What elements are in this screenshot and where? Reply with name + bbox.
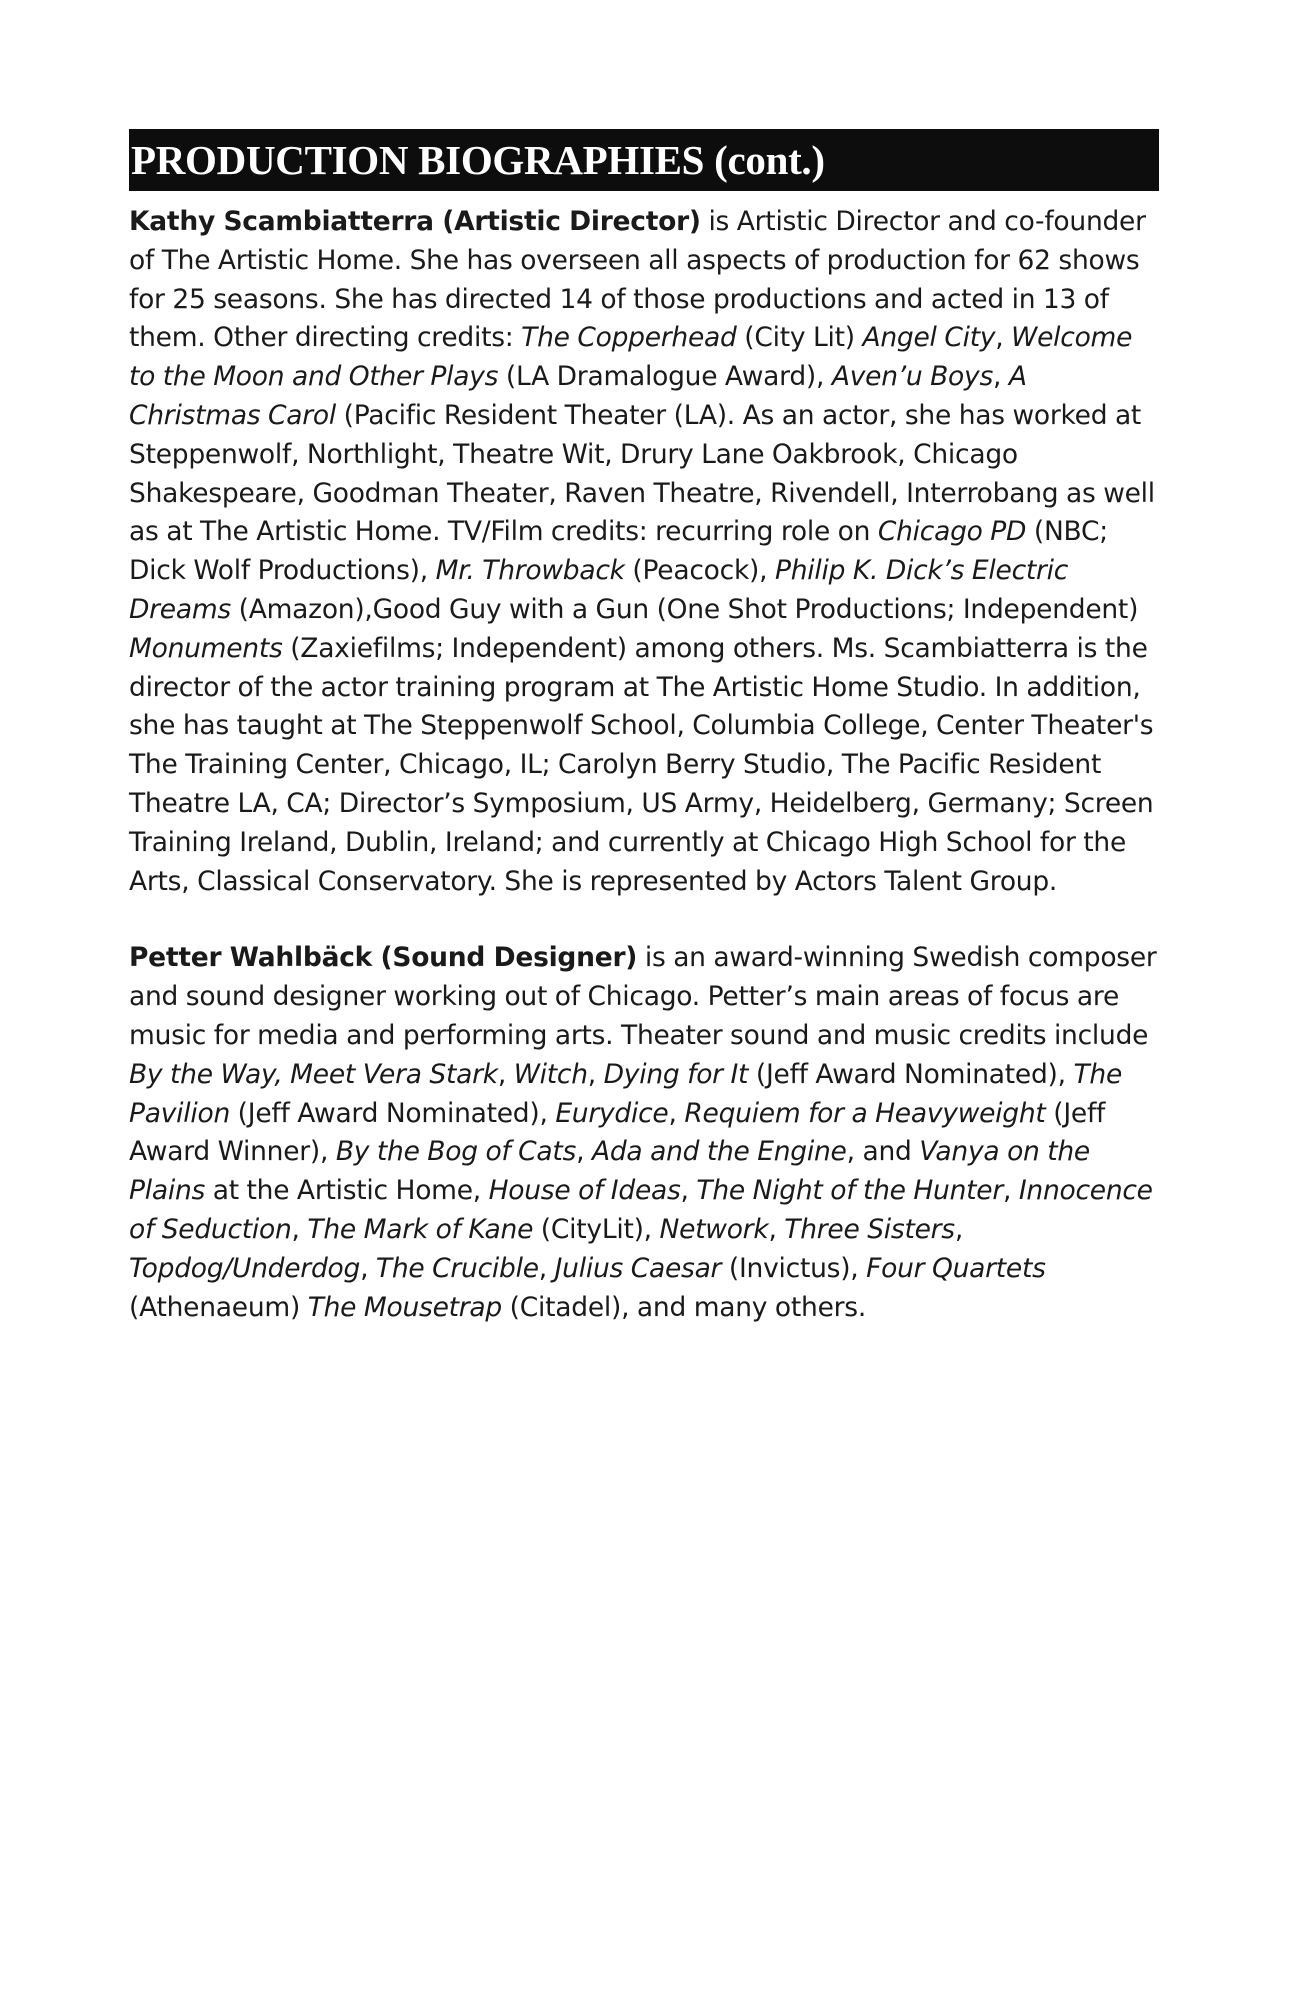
bio-text: , <box>768 1213 785 1245</box>
work-title: Dying for It <box>603 1058 749 1090</box>
bio-text: (Citadel), and many others. <box>502 1291 866 1323</box>
bio-text: , and <box>846 1136 920 1168</box>
bio-text: , <box>1002 1175 1019 1207</box>
work-title: House of Ideas <box>488 1175 681 1207</box>
bio-name-role: Kathy Scambiatterra (Artistic Director) <box>129 206 701 237</box>
bio-text: (Jeff Award Winner), <box>129 1097 1106 1168</box>
work-title: A Christmas Carol <box>129 361 1027 431</box>
work-title: Welcome to the Moon and Other Plays <box>129 322 1133 393</box>
bio-text: (Peacock), <box>624 555 775 587</box>
bio-text: , <box>993 361 1009 393</box>
work-title: By the Bog of Cats <box>335 1136 577 1168</box>
bio-text: (LA Dramalogue Award), <box>498 361 832 393</box>
bio-text: , <box>497 1058 514 1090</box>
bio-text: , <box>587 1058 604 1090</box>
bio-text: , <box>680 1175 697 1207</box>
work-title: Innocence of Seduction <box>129 1175 1153 1245</box>
bio-text: , <box>360 1252 376 1284</box>
work-title: Aven’u Boys <box>831 361 994 393</box>
bio-kathy-scambiatterra <box>129 203 1159 901</box>
work-title: The Mark of Kane <box>307 1213 534 1245</box>
bio-text: , <box>576 1136 592 1168</box>
work-title: Witch <box>513 1058 588 1090</box>
bio-text: (Invictus), <box>721 1252 867 1284</box>
bio-text: (CityLit), <box>533 1213 660 1245</box>
work-title: The Night of the Hunter <box>696 1175 1003 1207</box>
work-title: The Crucible <box>375 1252 539 1284</box>
bio-text: (Zaxiefilms; Independent) among others. Ms. Scambiatterra is the director of the actor training program at The Artistic Home Studio. In addition, she has taught at The Steppenwolf School, Columbia College, Center Theater's The Training Center, Chicago, IL; Carolyn Berry Studio, The Pacific Resident Theatre LA, CA; Director’s Symposium, US Army, Heidelberg, Germany; Screen Training Ireland, Dublin, Ireland; and currently at Chicago High School for the Arts, Classical Conservatory. She is represented by Actors Talent Group. <box>129 632 1154 897</box>
work-title: The Copperhead <box>521 322 737 354</box>
bio-text: , <box>538 1252 555 1284</box>
bio-text: (NBC; Dick Wolf Productions), <box>129 516 1108 587</box>
bio-text: (Athenaeum) <box>129 1291 308 1323</box>
bio-text: (Amazon),Good Guy with a Gun (One Shot Productions; Independent) <box>230 593 1139 625</box>
work-title: Vanya on the Plains <box>129 1136 1090 1207</box>
bio-text: , <box>995 322 1012 354</box>
section-heading-bar <box>129 129 1159 191</box>
work-title: By the Way, Meet Vera Stark <box>129 1058 498 1090</box>
work-title: The Mousetrap <box>307 1291 502 1323</box>
work-title: Four Quartets <box>866 1252 1046 1284</box>
bio-text: (Pacific Resident Theater (LA). As an actor, she has worked at Steppenwolf, Northlight, Theatre Wit, Drury Lane Oakbrook, Chicago Shakespeare, Goodman Theater, Raven Theatre, Rivendell, Interrobang as well as at The Artistic Home. TV/Film credits: recurring role on <box>129 399 1155 548</box>
biography-page <box>129 129 1159 1327</box>
bio-name-role: Petter Wahlbäck (Sound Designer) <box>129 942 638 974</box>
section-heading: PRODUCTION BIOGRAPHIES (cont.) <box>131 136 825 183</box>
bio-text: , <box>954 1213 964 1245</box>
bio-text: (City Lit) <box>736 322 863 354</box>
bio-text: is Artistic Director and co-founder of The Artistic Home. She has overseen all aspects of production for 62 shows for 25 seasons. She has directed 14 of those productions and acted in 13 of them. Other directing credits: <box>129 206 1146 354</box>
work-title: Chicago PD <box>877 516 1027 548</box>
work-title: Network <box>659 1213 769 1245</box>
work-title: Requiem for a Heavyweight <box>684 1097 1046 1129</box>
work-title: Mr. Throwback <box>435 555 625 587</box>
work-title: Topdog/Underdog <box>129 1252 361 1284</box>
bio-text: at the Artistic Home, <box>205 1175 489 1207</box>
bio-petter-wahlback <box>129 939 1159 1327</box>
work-title: The Pavilion <box>129 1058 1123 1129</box>
work-title: Julius Caesar <box>554 1252 722 1284</box>
work-title: Ada and the Engine <box>591 1136 847 1168</box>
bio-text: (Jeff Award Nominated), <box>230 1097 556 1129</box>
work-title: Philip K. Dick’s Electric Dreams <box>129 555 1069 625</box>
work-title: Three Sisters <box>784 1213 955 1245</box>
bio-text: , <box>668 1097 685 1129</box>
work-title: Angel City <box>862 322 996 354</box>
bio-text: , <box>291 1213 308 1245</box>
bio-text: is an award-winning Swedish composer and sound designer working out of Chicago. Petter’s main areas of focus are music for media and performing arts. Theater sound and music credits include <box>129 942 1157 1051</box>
work-title: Monuments <box>129 632 283 664</box>
work-title: Eurydice <box>555 1097 669 1129</box>
bio-text: (Jeff Award Nominated), <box>748 1058 1074 1090</box>
